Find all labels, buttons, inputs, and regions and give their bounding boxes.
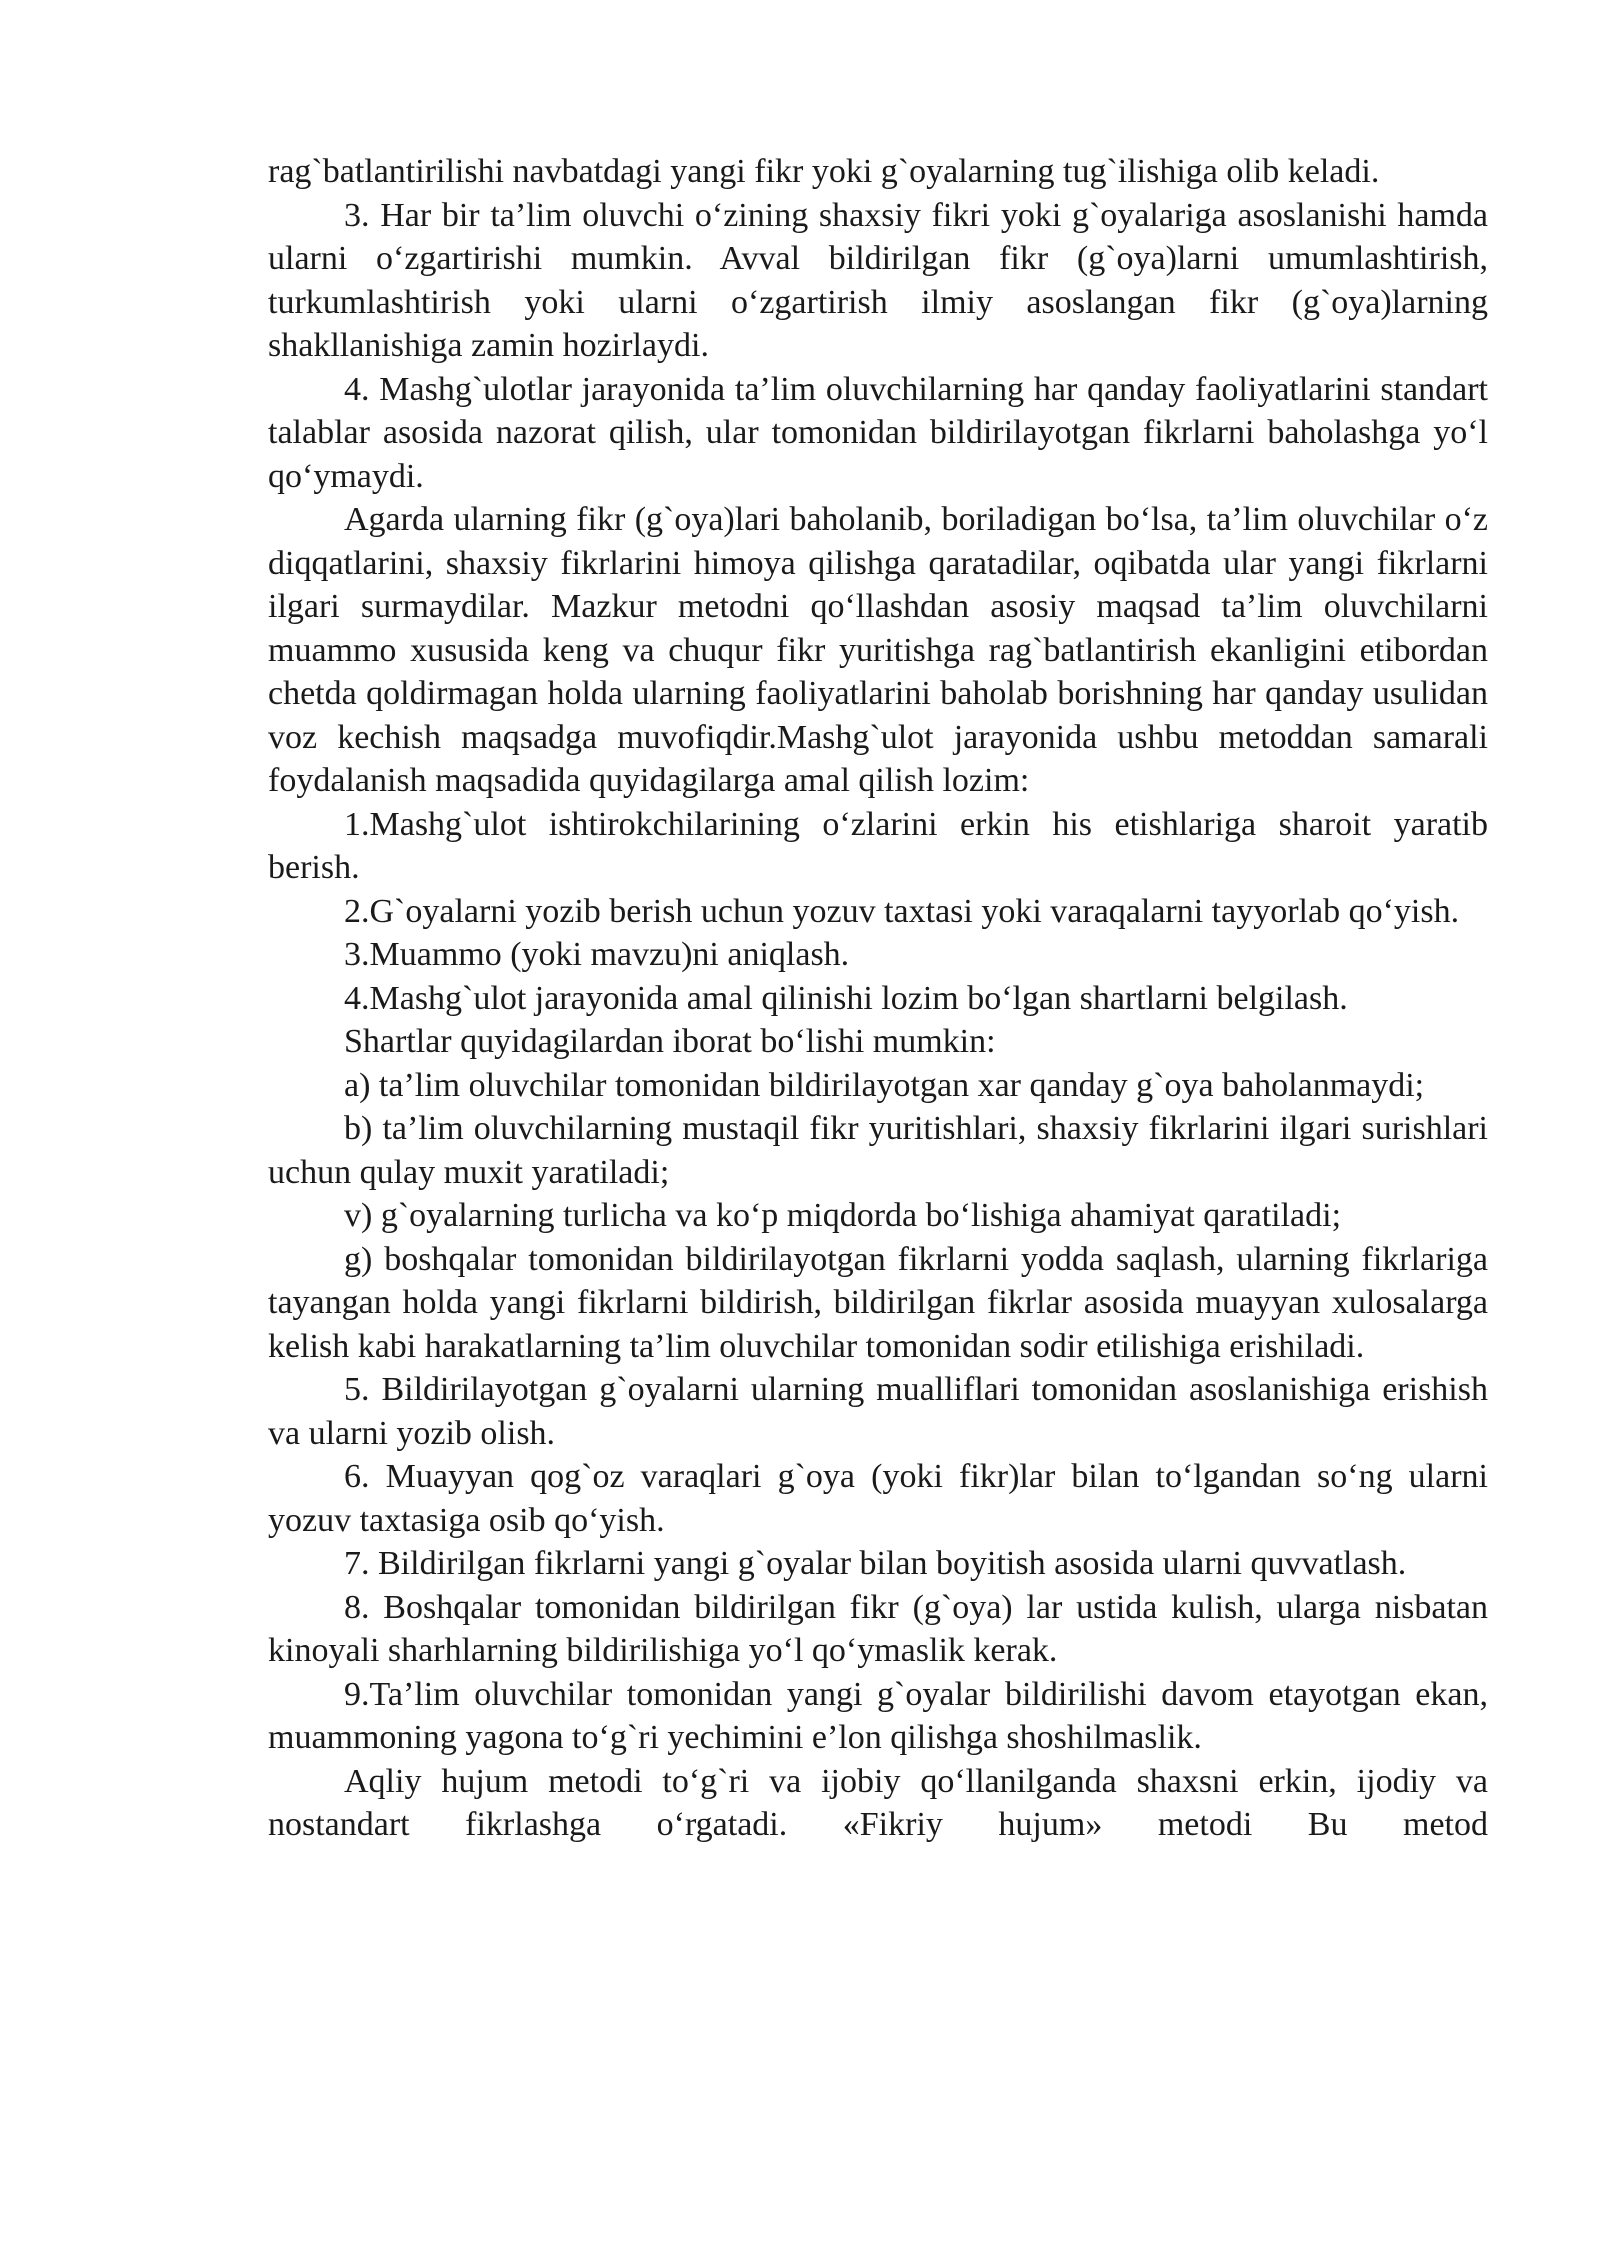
list-item-3: 3.Muammo (yoki mavzu)ni aniqlash.: [344, 936, 850, 973]
list-item-5: 5. Bildirilayotgan g`oyalarni ularning mualliflari tomonidan asoslanishiga erishish va ularni yozib olish.: [268, 1371, 1488, 1452]
list-item-8: 8. Boshqalar tomonidan bildirilgan fikr (g`oya) lar ustida kulish, ularga nisbatan kinoyali sharhlarning bildirilishiga yo‘l qo‘ymaslik kerak.: [268, 1588, 1488, 1669]
closing-paragraph: Aqliy hujum metodi to‘g`ri va ijobiy qo‘llanilganda shaxsni erkin, ijodiy va nostandart fikrlashga o‘rgatadi. «Fikriy hujum» metodi Bu metod: [268, 1762, 1488, 1843]
condition-a: a) ta’lim oluvchilar tomonidan bildirilayotgan xar qanday g`oya baholanmaydi;: [344, 1066, 1425, 1104]
paragraph-3: Agarda ularning fikr (g`oya)lari baholanib, boriladigan bo‘lsa, ta’lim oluvchilar o‘z diqqatlarini, shaxsiy fikrlarini himoya qilishga qaratadilar, oqibatda ular yangi fikrlarni ilgari surmaydilar. Mazkur metodni qo‘llashdan asosiy maqsad ta’lim oluvchilarni muammo xususida keng va chuqur fikr yuritishga rag`batlantirish ekanligini etibordan chetda qoldirmagan holda ularning faoliyatlarini baholab borishning har qanday usulidan voz kechish maqsadga muvofiqdir.Mashg`ulot jarayonida ushbu metoddan samarali foydalanish maqsadida quyidagilarga amal qilish lozim:: [268, 501, 1488, 799]
condition-b: b) ta’lim oluvchilarning mustaqil fikr yuritishlari, shaxsiy fikrlarini ilgari surishlari uchun qulay muxit yaratiladi;: [268, 1110, 1488, 1191]
document-page: [268, 150, 1488, 1847]
list-item-7: 7. Bildirilgan fikrlarni yangi g`oyalar bilan boyitish asosida ularni quvvatlash.: [344, 1545, 1407, 1582]
conditions-intro: Shartlar quyidagilardan iborat bo‘lishi mumkin:: [344, 1023, 996, 1060]
list-item-9: 9.Ta’lim oluvchilar tomonidan yangi g`oyalar bildirilishi davom etayotgan ekan, muammoning yagona to‘g`ri yechimini e’lon qilishga shoshilmaslik.: [268, 1675, 1488, 1756]
paragraph-1: 3. Har bir ta’lim oluvchi o‘zining shaxsiy fikri yoki g`oyalariga asoslanishi hamda ularni o‘zgartirishi mumkin. Avval bildirilgan fikr (g`oya)larni umumlashtirish, turkumlashtirish yoki ularni o‘zgartirish ilmiy asoslangan fikr (g`oya)larning shakllanishiga zamin hozirlaydi.: [268, 196, 1488, 364]
condition-g: g) boshqalar tomonidan bildirilayotgan fikrlarni yodda saqlash, ularning fikrlariga tayangan holda yangi fikrlarni bildirish, bildirilgan fikrlar asosida muayyan xulosalarga kelish kabi harakatlarning ta’lim oluvchilar tomonidan sodir etilishiga erishiladi.: [268, 1240, 1488, 1365]
paragraph-2: 4. Mashg`ulotlar jarayonida ta’lim oluvchilarning har qanday faoliyatlarini standart talablar asosida nazorat qilish, ular tomonidan bildirilayotgan fikrlarni baholashga yo‘l qo‘ymaydi.: [268, 370, 1488, 495]
list-item-2: 2.G`oyalarni yozib berish uchun yozuv taxtasi yoki varaqalarni tayyorlab qo‘yish.: [344, 892, 1460, 930]
list-item-6: 6. Muayyan qog`oz varaqlari g`oya (yoki fikr)lar bilan to‘lgandan so‘ng ularni yozuv taxtasiga osib qo‘yish.: [268, 1458, 1488, 1539]
list-item-1: 1.Mashg`ulot ishtirokchilarining o‘zlarini erkin his etishlariga sharoit yaratib berish.: [268, 805, 1488, 886]
list-item-4: 4.Mashg`ulot jarayonida amal qilinishi lozim bo‘lgan shartlarni belgilash.: [344, 979, 1348, 1017]
paragraph-0: rag`batlantirilishi navbatdagi yangi fikr yoki g`oyalarning tug`ilishiga olib keladi.: [268, 153, 1380, 190]
condition-v: v) g`oyalarning turlicha va ko‘p miqdorda bo‘lishiga ahamiyat qaratiladi;: [344, 1197, 1342, 1234]
